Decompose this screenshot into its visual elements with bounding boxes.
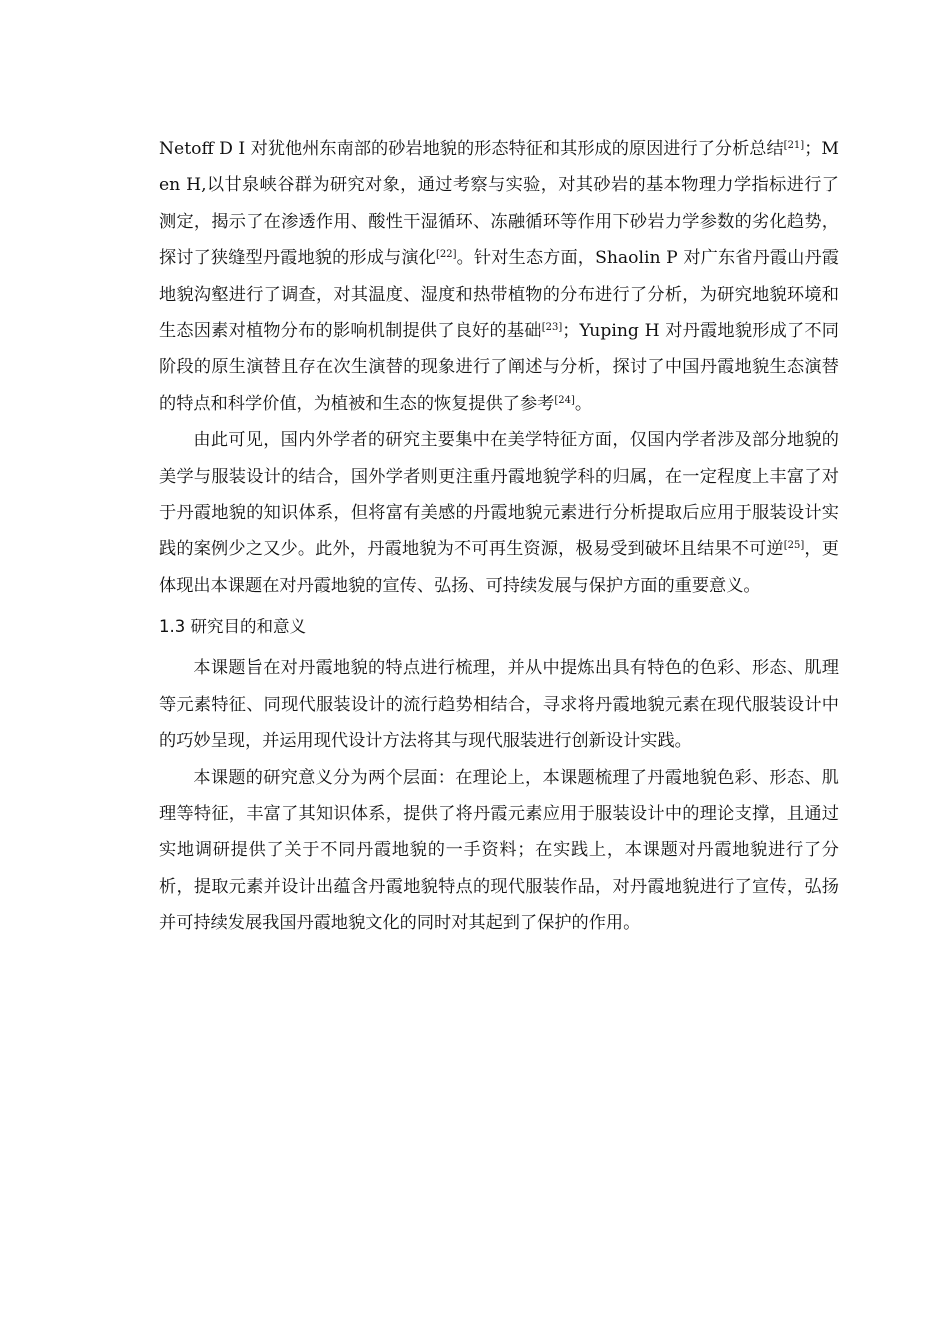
paragraph-text: ，更体现出本课题在对丹霞地貌的宣传、弘扬、可持续发展与保护方面的重要意义。 [159, 539, 839, 596]
paragraph-text: ；Men H,以甘泉峡谷群为研究对象，通过考察与实验，对其砂岩的基本物理力学指标进行了测定，揭示了在渗透作用、酸性干湿循环、冻融循环等作用下砂岩力学参数的劣化趋势，探讨了狭缝型丹霞地貌的形成与演化 [159, 139, 839, 269]
paragraph-text: ；Yuping H 对丹霞地貌形成了不同阶段的原生演替且存在次生演替的现象进行了阐述与分析，探讨了中国丹霞地貌生态演替的特点和科学价值，为植被和生态的恢复提供了参考 [159, 321, 839, 414]
citation: [24] [554, 394, 575, 406]
paragraph-research-significance: 本课题的研究意义分为两个层面：在理论上，本课题梳理了丹霞地貌色彩、形态、肌理等特征，丰富了其知识体系，提供了将丹霞元素应用于服装设计中的理论支撑，且通过实地调研提供了关于不同丹霞地貌的一手资料；在实践上，本课题对丹霞地貌进行了分析，提取元素并设计出蕴含丹霞地貌特点的现代服装作品，对丹霞地貌进行了宣传，弘扬并可持续发展我国丹霞地貌文化的同时对其起到了保护的作用。 [159, 767, 839, 934]
citation: [25] [783, 540, 805, 552]
paragraph-research-purpose: 本课题旨在对丹霞地貌的特点进行梳理，并从中提炼出具有特色的色彩、形态、肌理等元素特征、同现代服装设计的流行趋势相结合，寻求将丹霞地貌元素在现代服装设计中的巧妙呈现，并运用现代设计方法将其与现代服装进行创新设计实践。 [159, 658, 839, 752]
paragraph-text: 。 [574, 393, 593, 414]
citation: [23] [541, 322, 563, 334]
citation: [21] [783, 140, 805, 151]
paragraph-summary [159, 422, 839, 604]
paragraph-text: Netoff D I 对犹他州东南部的砂岩地貌的形态特征和其形成的原因进行了分析总结 [159, 139, 784, 159]
paragraph-text: 。针对生态方面，Shaolin P 对广东省丹霞山丹霞地貌沟壑进行了调查，对其温度、湿度和热带植物的分布进行了分析，为研究地貌环境和生态因素对植物分布的影响机制提供了良好的基础 [159, 248, 839, 342]
paragraph-literature-review [159, 131, 839, 422]
paragraph-text: 由此可见，国内外学者的研究主要集中在美学特征方面，仅国内学者涉及部分地貌的美学与服装设计的结合，国外学者则更注重丹霞地貌学科的归属，在一定程度上丰富了对于丹霞地貌的知识体系，但将富有美感的丹霞地貌元素进行分析提取后应用于服装设计实践的案例少之又少。此外，丹霞地貌为不可再生资源，极易受到破坏且结果不可逆 [159, 430, 839, 560]
document-page [159, 131, 839, 942]
citation: [22] [435, 249, 457, 261]
section-heading: 1.3 研究目的和意义 [159, 617, 306, 637]
